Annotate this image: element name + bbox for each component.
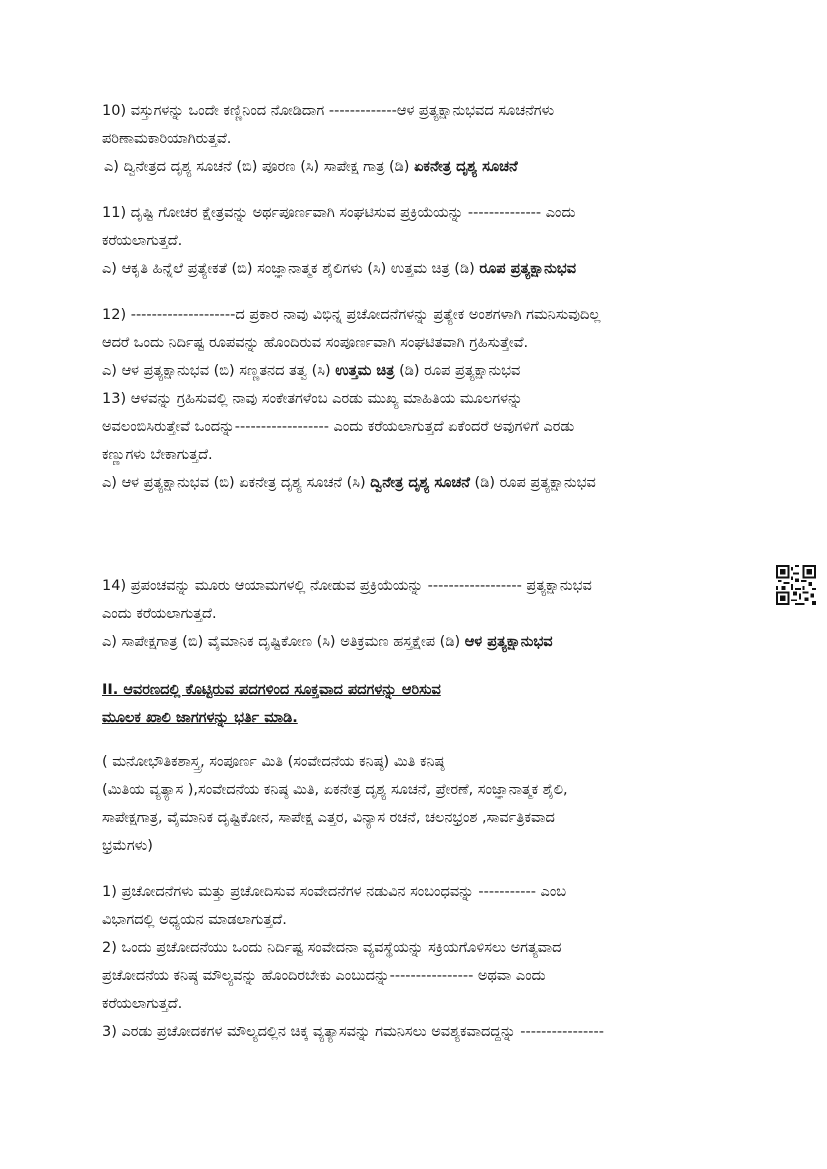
q12-options-b: (ಡಿ) ರೂಪ ಪ್ರತ್ಯಕ್ಷಾನುಭವ [394,363,521,379]
q13-answer: ದ್ವಿನೇತ್ರ ದೃಶ್ಯ ಸೂಚನೆ [370,475,470,491]
q13-options [102,473,596,493]
word-bank-line1: ( ಮನೋಭೌತಿಕಶಾಸ್ತ್ರ, ಸಂಪೂರ್ಣ ಮಿತಿ (ಸಂವೇದನೆಯ ಕನಿಷ್ಠ) ಮಿತಿ ಕನಿಷ್ಠ [102,754,445,770]
word-bank-line3: ಸಾಪೇಕ್ಷಗಾತ್ರ, ವೈಮಾನಿಕ ದೃಷ್ಟಿಕೋನ, ಸಾಪೇಕ್ಷ ಎತ್ತರ, ವಿನ್ಯಾಸ ರಚನೆ, ಚಲನಭ್ರಂಶ ,ಸಾರ್ವತ್ರಿಕವಾದ [102,810,555,826]
s2-line1: 2) ಒಂದು ಪ್ರಚೋದನೆಯು ಒಂದು ನಿರ್ದಿಷ್ಟ ಸಂವೇದನಾ ವ್ಯವಸ್ಥೆಯನ್ನು ಸಕ್ರಿಯಗೊಳಿಸಲು ಅಗತ್ಯವಾದ [102,940,562,956]
s1-line2: ವಿಭಾಗದಲ್ಲಿ ಅಧ್ಯಯನ ಮಾಡಲಾಗುತ್ತದೆ. [102,912,287,928]
q10-line2: ಪರಿಣಾಮಕಾರಿಯಾಗಿರುತ್ತವೆ. [102,131,232,147]
q11-answer: ರೂಪ ಪ್ರತ್ಯಕ್ಷಾನುಭವ [479,261,577,277]
q13-line2: ಅವಲಂಬಿಸಿರುತ್ತೇವೆ ಒಂದನ್ನು------------------ ಎಂದು ಕರೆಯಲಾಗುತ್ತದೆ ಏಕೆಂದರೆ ಅವುಗಳಿಗೆ ಎರಡು [102,419,575,435]
q13-line1: 13) ಆಳವನ್ನು ಗ್ರಹಿಸುವಲ್ಲಿ ನಾವು ಸಂಕೇತಗಳೆಂಬ ಎರಡು ಮುಖ್ಯ ಮಾಹಿತಿಯ ಮೂಲಗಳನ್ನು [102,391,523,407]
s2-line2: ಪ್ರಚೋದನೆಯ ಕನಿಷ್ಠ ಮೌಲ್ಯವನ್ನು ಹೊಂದಿರಬೇಕು ಎಂಬುದನ್ನು---------------- ಅಥವಾ ಎಂದು [102,968,546,984]
word-bank-line4: ಭ್ರಮೆಗಳು) [102,838,153,854]
section2-heading-line1: II. ಆವರಣದಲ್ಲಿ ಕೊಟ್ಟಿರುವ ಪದಗಳಿಂದ ಸೂಕ್ತವಾದ ಪದಗಳನ್ನು ಆರಿಸುವ [102,682,441,698]
q12-answer: ಉತ್ತಮ ಚಿತ್ರ [335,363,395,379]
q13-options-a: ಎ) ಆಳ ಪ್ರತ್ಯಕ್ಷಾನುಭವ (ಬಿ) ಏಕನೇತ್ರ ದೃಶ್ಯ ಸೂಚನೆ (ಸಿ) [102,475,371,491]
q14-line1: 14) ಪ್ರಪಂಚವನ್ನು ಮೂರು ಆಯಾಮಗಳಲ್ಲಿ ನೋಡುವ ಪ್ರಕ್ರಿಯೆಯನ್ನು ------------------ ಪ್ರತ್ಯಕ್ಷಾನುಭವ [102,578,592,594]
q10-answer: ಏಕನೇತ್ರ ದೃಶ್ಯ ಸೂಚನೆ [414,159,518,175]
s3-line1: 3) ಎರಡು ಪ್ರಚೋದಕಗಳ ಮೌಲ್ಯದಲ್ಲಿನ ಚಿಕ್ಕ ವ್ಯತ್ಯಾಸವನ್ನು ಗಮನಿಸಲು ಅವಶ್ಯಕವಾದದ್ದನ್ನು ---------------- [102,1024,604,1040]
section2-heading-line2: ಮೂಲಕ ಖಾಲಿ ಜಾಗಗಳನ್ನು ಭರ್ತಿ ಮಾಡಿ. [102,710,298,726]
q14-options [102,632,553,652]
qr-code-icon [776,565,816,605]
q11-line2: ಕರೆಯಲಾಗುತ್ತದೆ. [102,233,183,249]
q10-options-text: ಎ) ದ್ವಿನೇತ್ರದ ದೃಶ್ಯ ಸೂಚನೆ (ಬಿ) ಪೂರಣ (ಸಿ) ಸಾಪೇಕ್ಷ ಗಾತ್ರ (ಡಿ) [104,159,415,175]
s1-line1: 1) ಪ್ರಚೋದನೆಗಳು ಮತ್ತು ಪ್ರಚೋದಿಸುವ ಸಂವೇದನೆಗಳ ನಡುವಿನ ಸಂಬಂಧವನ್ನು ----------- ಎಂಬ [102,884,567,900]
q12-line2: ಆದರೆ ಒಂದು ನಿರ್ದಿಷ್ಟ ರೂಪವನ್ನು ಹೊಂದಿರುವ ಸಂಪೂರ್ಣವಾಗಿ ಸಂಘಟಿತವಾಗಿ ಗ್ರಹಿಸುತ್ತೇವೆ. [102,335,529,351]
s2-line3: ಕರೆಯಲಾಗುತ್ತದೆ. [102,996,183,1012]
q13-line3: ಕಣ್ಣುಗಳು ಬೇಕಾಗುತ್ತದೆ. [102,447,213,463]
q10-line1: 10) ವಸ್ತುಗಳನ್ನು ಒಂದೇ ಕಣ್ಣಿನಿಂದ ನೋಡಿದಾಗ -------------ಆಳ ಪ್ರತ್ಯಕ್ಷಾನುಭವದ ಸೂಚನೆಗಳು [102,103,555,119]
q10-options [104,157,518,177]
q12-line1: 12) --------------------ದ ಪ್ರಕಾರ ನಾವು ವಿಭಿನ್ನ ಪ್ರಚೋದನೆಗಳನ್ನು ಪ್ರತ್ಯೇಕ ಅಂಶಗಳಾಗಿ ಗಮನಿಸುವುದಿಲ್ಲ [102,307,601,323]
q14-line2: ಎಂದು ಕರೆಯಲಾಗುತ್ತದೆ. [102,606,217,622]
word-bank-line2: (ಮಿತಿಯ ವ್ಯತ್ಯಾಸ ),ಸಂವೇದನೆಯ ಕನಿಷ್ಠ ಮಿತಿ, ಏಕನೇತ್ರ ದೃಶ್ಯ ಸೂಚನೆ, ಪ್ರೇರಣೆ, ಸಂಜ್ಞಾನಾತ್ಮಕ ಶೈಲಿ, [102,782,568,798]
q11-line1: 11) ದೃಷ್ಟಿ ಗೋಚರ ಕ್ಷೇತ್ರವನ್ನು ಅರ್ಥಪೂರ್ಣವಾಗಿ ಸಂಘಟಿಸುವ ಪ್ರಕ್ರಿಯೆಯನ್ನು -------------- ಎಂದು [102,205,576,221]
q11-options [102,259,576,279]
q14-options-text: ಎ) ಸಾಪೇಕ್ಷಗಾತ್ರ (ಬಿ) ವೈಮಾನಿಕ ದೃಷ್ಟಿಕೋಣ (ಸಿ) ಅತಿಕ್ರಮಣ ಹಸ್ತಕ್ಷೇಪ (ಡಿ) [102,634,465,650]
q11-options-text: ಎ) ಆಕೃತಿ ಹಿನ್ನೆಲೆ ಪ್ರತ್ಯೇಕತೆ (ಬಿ) ಸಂಜ್ಞಾನಾತ್ಮಕ ಶೈಲಿಗಳು (ಸಿ) ಉತ್ತಮ ಚಿತ್ರ (ಡಿ) [102,261,480,277]
q14-answer: ಆಳ ಪ್ರತ್ಯಕ್ಷಾನುಭವ [464,634,553,650]
q12-options [102,361,520,381]
q13-options-b: (ಡಿ) ರೂಪ ಪ್ರತ್ಯಕ್ಷಾನುಭವ [469,475,596,491]
q12-options-a: ಎ) ಆಳ ಪ್ರತ್ಯಕ್ಷಾನುಭವ (ಬಿ) ಸಣ್ಣತನದ ತತ್ವ (ಸಿ) [102,363,336,379]
